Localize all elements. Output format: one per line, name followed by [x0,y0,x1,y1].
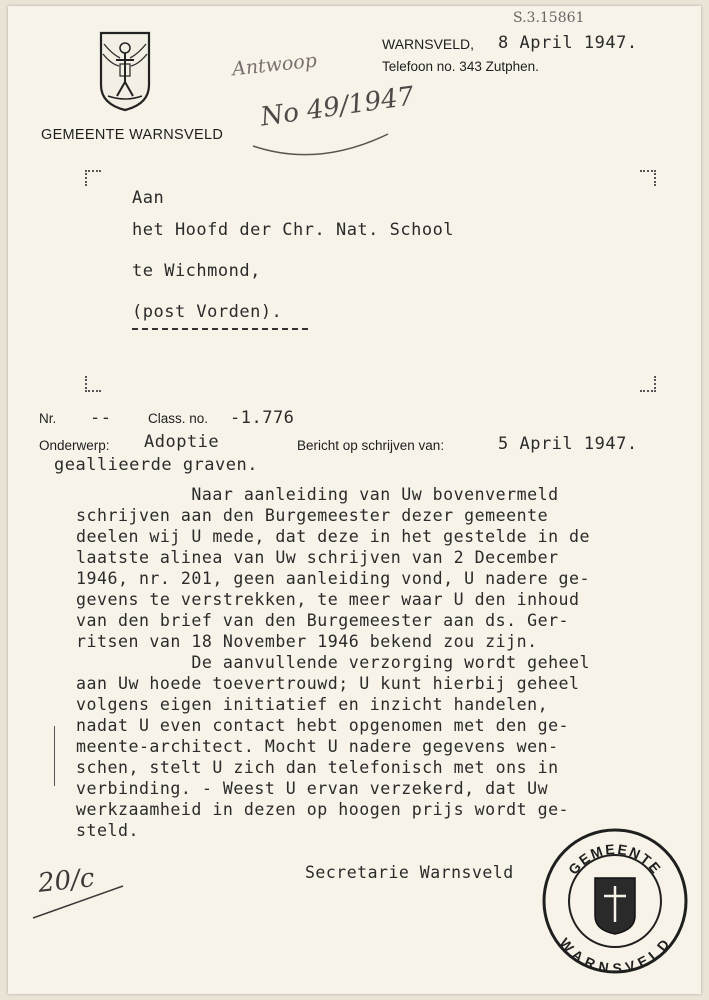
body-line: meente-architect. Mocht U nadere gegevens wen- [76,737,559,756]
body-line: laatste alinea van Uw schrijven van 2 December [76,548,559,567]
nr-label: Nr. [39,411,57,426]
corner-mark-top-left [85,170,101,186]
body-line: steld. [76,821,139,840]
recipient-underline [132,328,308,330]
body-line: verbinding. - Weest U ervan verzekerd, dat Uw [76,779,549,798]
body-line: aan Uw hoede toevertrouwd; U kunt hierbij geheel [76,674,580,693]
handwritten-answer-note: Antwoop [231,49,318,81]
corner-mark-top-right [640,170,656,186]
signature-line: Secretarie Warnsveld [305,863,514,882]
archive-number: S.3.15861 [513,10,585,26]
handwritten-underline [248,116,398,166]
reply-value: 5 April 1947. [498,434,638,454]
warnsveld-crest-icon [98,30,152,112]
body-line: Naar aanleiding van Uw bovenvermeld [76,485,559,504]
body-line: deelen wij U mede, dat deze in het gestelde in de [76,527,591,546]
class-label: Class. no. [148,411,209,426]
body-line: ritsen van 18 November 1946 bekend zou zijn. [76,632,538,651]
place-label: WARNSVELD, [382,36,475,52]
body-line: gevens te verstrekken, te meer waar U den inhoud [76,590,580,609]
recipient-line-2: het Hoofd der Chr. Nat. School [132,220,455,240]
stamp-top-text: GEMEENTE [564,840,666,878]
letter-date: 8 April 1947. [498,33,638,53]
body-line: werkzaamheid in dezen op hoogen prijs wordt ge- [76,800,570,819]
svg-text:WARNSVELD [556,935,673,976]
recipient-line-3: te Wichmond, [132,261,261,281]
subject-value-2: geallieerde graven. [54,455,258,475]
svg-text:GEMEENTE [565,841,665,878]
municipal-stamp [540,826,690,976]
body-line: nadat U even contact hebt opgenomen met den ge- [76,716,570,735]
corner-mark-bottom-left [85,376,101,392]
telephone-line: Telefoon no. 343 Zutphen. [382,59,539,74]
stamp-bottom-text: WARNSVELD [556,934,674,976]
subject-label: Onderwerp: [39,438,110,453]
letter-page [8,6,701,994]
nr-value: -- [90,408,112,428]
handwritten-initials: 20/c [36,863,96,899]
handwritten-file-number: No 49/1947 [258,81,417,133]
body-line: volgens eigen initiatief en inzicht handelen, [76,695,549,714]
reply-label: Bericht op schrijven van: [297,438,445,453]
corner-mark-bottom-right [640,376,656,392]
body-line: De aanvullende verzorging wordt geheel [76,653,591,672]
body-line: schen, stelt U zich dan telefonisch met ons in [76,758,559,777]
margin-mark [54,726,55,786]
handwritten-strike [28,878,128,928]
class-value: -1.776 [230,408,295,428]
recipient-line-1: Aan [132,188,165,208]
body-line: van den brief van den Burgemeester aan ds. Ger- [76,611,570,630]
municipality-name: GEMEENTE WARNSVELD [41,127,224,143]
body-line: 1946, nr. 201, geen aanleiding vond, U nadere ge- [76,569,591,588]
body-line: schrijven aan den Burgemeester dezer gemeente [76,506,549,525]
recipient-line-4: (post Vorden). [132,302,283,322]
subject-value-1: Adoptie [144,432,220,452]
